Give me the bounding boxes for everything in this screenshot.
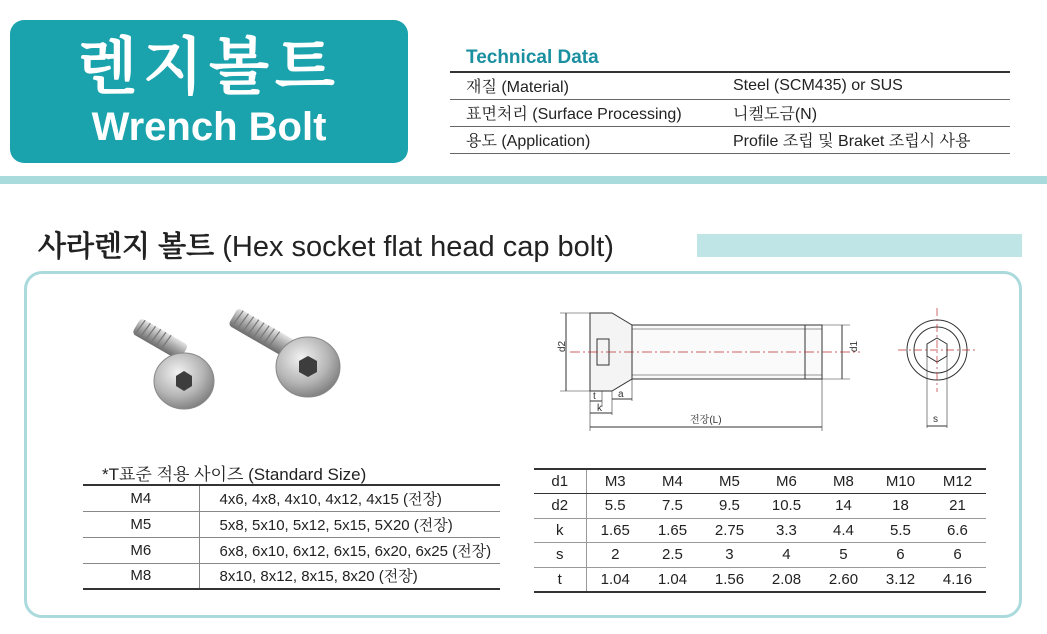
lengths-cell: 4x6, 4x8, 4x10, 4x12, 4x15 (전장) [199, 485, 500, 511]
standard-size-table [83, 484, 500, 590]
dim-cell: 2.60 [815, 567, 872, 592]
standard-size-heading: *T표준 적용 사이즈 (Standard Size) [102, 465, 367, 484]
dim-cell: 18 [872, 494, 929, 519]
table-row [450, 126, 1010, 153]
dimension-table [534, 468, 986, 593]
lengths-cell: 6x8, 6x10, 6x12, 6x15, 6x20, 6x25 (전장) [199, 537, 500, 563]
dim-cell: M10 [872, 469, 929, 494]
dim-cell: 6 [872, 543, 929, 568]
dim-cell: 4.4 [815, 518, 872, 543]
dim-cell: M5 [701, 469, 758, 494]
label-s: s [933, 414, 938, 425]
dim-cell: 1.65 [586, 518, 644, 543]
surface-label: 표면처리 (Surface Processing) [450, 99, 733, 126]
lengths-cell: 8x10, 8x12, 8x15, 8x20 (전장) [199, 563, 500, 589]
dim-cell: 1.65 [644, 518, 701, 543]
dim-cell: 2.08 [758, 567, 815, 592]
bolt-photo [120, 305, 350, 415]
title-box [10, 20, 408, 163]
table-row [83, 511, 500, 537]
table-row [83, 563, 500, 589]
dim-cell: 6.6 [929, 518, 986, 543]
size-cell: M6 [83, 537, 199, 563]
technical-data-table [450, 71, 1010, 154]
label-a: a [618, 389, 624, 400]
dim-cell: 9.5 [701, 494, 758, 519]
dim-cell: 14 [815, 494, 872, 519]
dim-cell: 5 [815, 543, 872, 568]
dim-cell: 3.12 [872, 567, 929, 592]
dim-cell: 2.75 [701, 518, 758, 543]
page-title-korean: 렌지볼트 [77, 32, 341, 102]
dim-cell: 2 [586, 543, 644, 568]
dim-cell: 3.3 [758, 518, 815, 543]
size-cell: M5 [83, 511, 199, 537]
size-cell: M8 [83, 563, 199, 589]
row-label: d2 [534, 494, 586, 519]
lengths-cell: 5x8, 5x10, 5x12, 5x15, 5X20 (전장) [199, 511, 500, 537]
dim-cell: 10.5 [758, 494, 815, 519]
section-heading [38, 224, 614, 265]
dim-cell: M8 [815, 469, 872, 494]
size-cell: M4 [83, 485, 199, 511]
material-value: Steel (SCM435) or SUS [733, 72, 1010, 99]
row-label: k [534, 518, 586, 543]
dim-cell: 3 [701, 543, 758, 568]
label-t: t [593, 391, 596, 402]
label-d2: d2 [557, 340, 568, 352]
table-row [534, 469, 986, 494]
page-title-english: Wrench Bolt [91, 104, 327, 149]
dim-cell: 2.5 [644, 543, 701, 568]
dim-cell: 4 [758, 543, 815, 568]
application-label: 용도 (Application) [450, 126, 733, 153]
label-length: 전장(L) [690, 415, 722, 426]
table-row [534, 494, 986, 519]
material-label: 재질 (Material) [450, 72, 733, 99]
table-row [450, 99, 1010, 126]
table-row [83, 537, 500, 563]
dim-cell: 1.56 [701, 567, 758, 592]
row-label: d1 [534, 469, 586, 494]
row-label: t [534, 567, 586, 592]
section-heading-english: (Hex socket flat head cap bolt) [222, 231, 614, 263]
dim-cell: 1.04 [586, 567, 644, 592]
surface-value: 니켈도금(N) [733, 99, 1010, 126]
dim-cell: 5.5 [586, 494, 644, 519]
label-k: k [597, 403, 602, 414]
table-row [450, 72, 1010, 99]
section-accent-band [697, 234, 1022, 257]
dim-cell: 21 [929, 494, 986, 519]
table-row [534, 518, 986, 543]
dim-cell: 4.16 [929, 567, 986, 592]
bolt-end-view [890, 298, 985, 438]
technical-data-heading: Technical Data [466, 47, 599, 68]
dim-cell: M6 [758, 469, 815, 494]
divider-band [0, 176, 1047, 184]
dim-cell: 5.5 [872, 518, 929, 543]
dim-cell: M4 [644, 469, 701, 494]
application-value: Profile 조립 및 Braket 조립시 사용 [733, 126, 1010, 153]
dim-cell: 6 [929, 543, 986, 568]
dim-cell: 1.04 [644, 567, 701, 592]
table-row [83, 485, 500, 511]
label-d1: d1 [849, 340, 860, 352]
dim-cell: 7.5 [644, 494, 701, 519]
bolt-drawing [550, 295, 880, 435]
table-row [534, 567, 986, 592]
dim-cell: M3 [586, 469, 644, 494]
section-heading-korean: 사라렌지 볼트 [38, 231, 215, 263]
dim-cell: M12 [929, 469, 986, 494]
row-label: s [534, 543, 586, 568]
table-row [534, 543, 986, 568]
